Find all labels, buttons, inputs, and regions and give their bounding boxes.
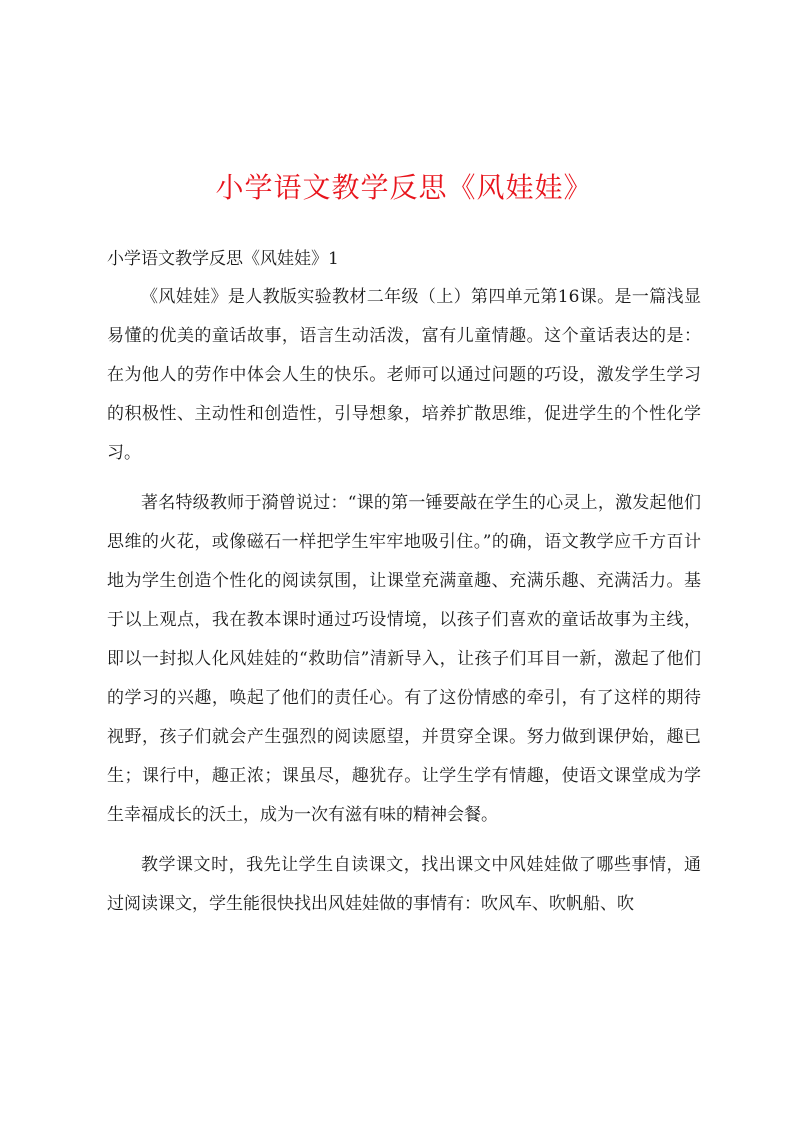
paragraph-1: 《风娃娃》是人教版实验教材二年级（上）第四单元第16课。是一篇浅显易懂的优美的童话故事，语言生动活泼，富有儿童情趣。这个童话表达的是：在为他人的劳作中体会人生的快乐。老师可以通过问题的巧设，激发学生学习的积极性、主动性和创造性，引导想象，培养扩散思维，促进学生的个性化学习。 (107, 287, 701, 463)
paragraph-3: 教学课文时，我先让学生自读课文，找出课文中风娃娃做了哪些事情，通过阅读课文，学生能很快找出风娃娃做的事情有：吹风车、吹帆船、吹 (107, 855, 701, 914)
document-title: 小学语文教学反思《风娃娃》 (215, 171, 593, 204)
section-heading: 小学语文教学反思《风娃娃》1 (107, 249, 339, 269)
document-page (107, 160, 701, 924)
paragraph-2: 著名特级教师于漪曾说过：“课的第一锤要敲在学生的心灵上，激发起他们思维的火花，或像磁石一样把学生牢牢地吸引住。”的确，语文教学应千方百计地为学生创造个性化的阅读氛围，让课堂充满童趣、充满乐趣、充满活力。基于以上观点，我在教本课时通过巧设情境，以孩子们喜欢的童话故事为主线，即以一封拟人化风娃娃的“救助信”清新导入，让孩子们耳目一新，激起了他们的学习的兴趣，唤起了他们的责任心。有了这份情感的牵引，有了这样的期待视野，孩子们就会产生强烈的阅读愿望，并贯穿全课。努力做到课伊始，趣已生；课行中，趣正浓；课虽尽，趣犹存。让学生学有情趣，使语文课堂成为学生幸福成长的沃土，成为一次有滋有味的精神会餐。 (107, 493, 701, 825)
